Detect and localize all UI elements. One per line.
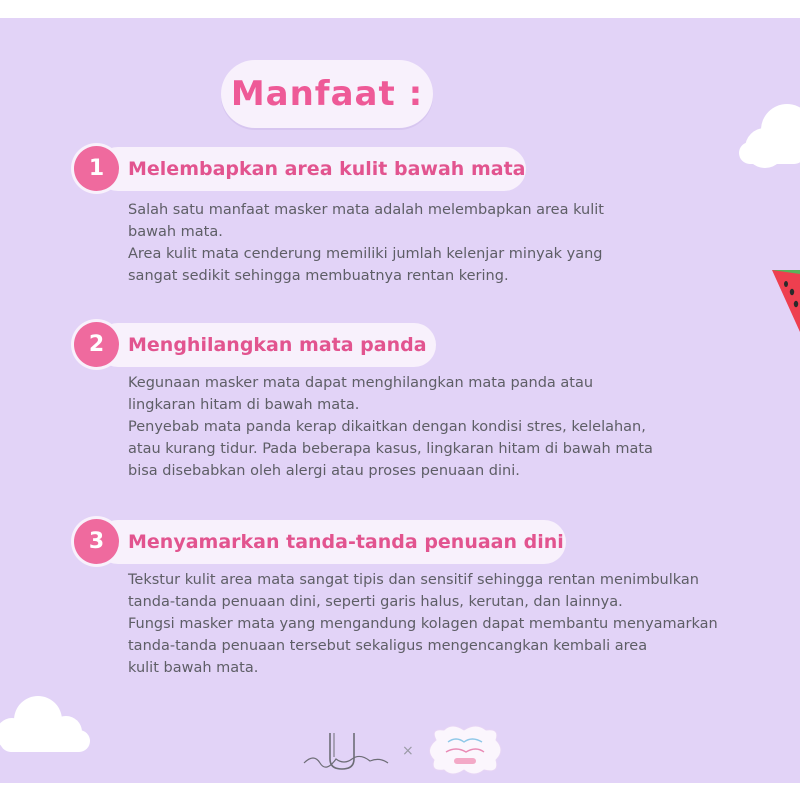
- section-heading-pill: [96, 520, 566, 564]
- cloud-right-icon: [735, 98, 800, 182]
- page-title: Manfaat :: [230, 74, 424, 114]
- body-line: lingkaran hitam di bawah mata.: [128, 397, 360, 413]
- body-line: Penyebab mata panda kerap dikaitkan dengan kondisi stres, kelelahan,: [128, 419, 646, 435]
- section-heading-pill: [96, 147, 526, 191]
- section-body: [128, 372, 653, 482]
- section-heading-pill: [96, 323, 436, 367]
- body-line: tanda-tanda penuaan dini, seperti garis halus, kerutan, dan lainnya.: [128, 594, 623, 610]
- body-line: tanda-tanda penuaan tersebut sekaligus mengencangkan kembali area: [128, 638, 648, 654]
- brand-signature-logo-icon: [300, 729, 390, 773]
- section-number-badge: 2: [74, 322, 119, 367]
- section-number-badge: 3: [74, 519, 119, 564]
- section-body: [128, 569, 718, 679]
- body-line: Kegunaan masker mata dapat menghilangkan mata panda atau: [128, 375, 594, 391]
- section-heading: Melembapkan area kulit bawah mata: [128, 158, 526, 180]
- body-line: Tekstur kulit area mata sangat tipis dan sensitif sehingga rentan menimbulkan: [128, 572, 699, 588]
- section-heading: Menghilangkan mata panda: [128, 334, 427, 356]
- body-line: bisa disebabkan oleh alergi atau proses penuaan dini.: [128, 463, 520, 479]
- partner-logo-icon: [426, 724, 504, 778]
- body-line: bawah mata.: [128, 224, 223, 240]
- body-line: kulit bawah mata.: [128, 660, 259, 676]
- section-number-badge: 1: [74, 146, 119, 191]
- infographic-canvas: [0, 18, 800, 783]
- title-pill: [221, 60, 433, 128]
- footer-logos: [300, 724, 504, 778]
- cloud-left-icon: [0, 690, 95, 760]
- section-heading: Menyamarkan tanda-tanda penuaan dini: [128, 531, 564, 553]
- body-line: atau kurang tidur. Pada beberapa kasus, lingkaran hitam di bawah mata: [128, 441, 653, 457]
- section-body: [128, 199, 604, 287]
- logo-separator: ×: [402, 743, 414, 759]
- watermelon-icon: [772, 266, 800, 336]
- body-line: Fungsi masker mata yang mengandung kolagen dapat membantu menyamarkan: [128, 616, 718, 632]
- body-line: Area kulit mata cenderung memiliki jumlah kelenjar minyak yang: [128, 246, 603, 262]
- body-line: Salah satu manfaat masker mata adalah melembapkan area kulit: [128, 202, 604, 218]
- body-line: sangat sedikit sehingga membuatnya rentan kering.: [128, 268, 509, 284]
